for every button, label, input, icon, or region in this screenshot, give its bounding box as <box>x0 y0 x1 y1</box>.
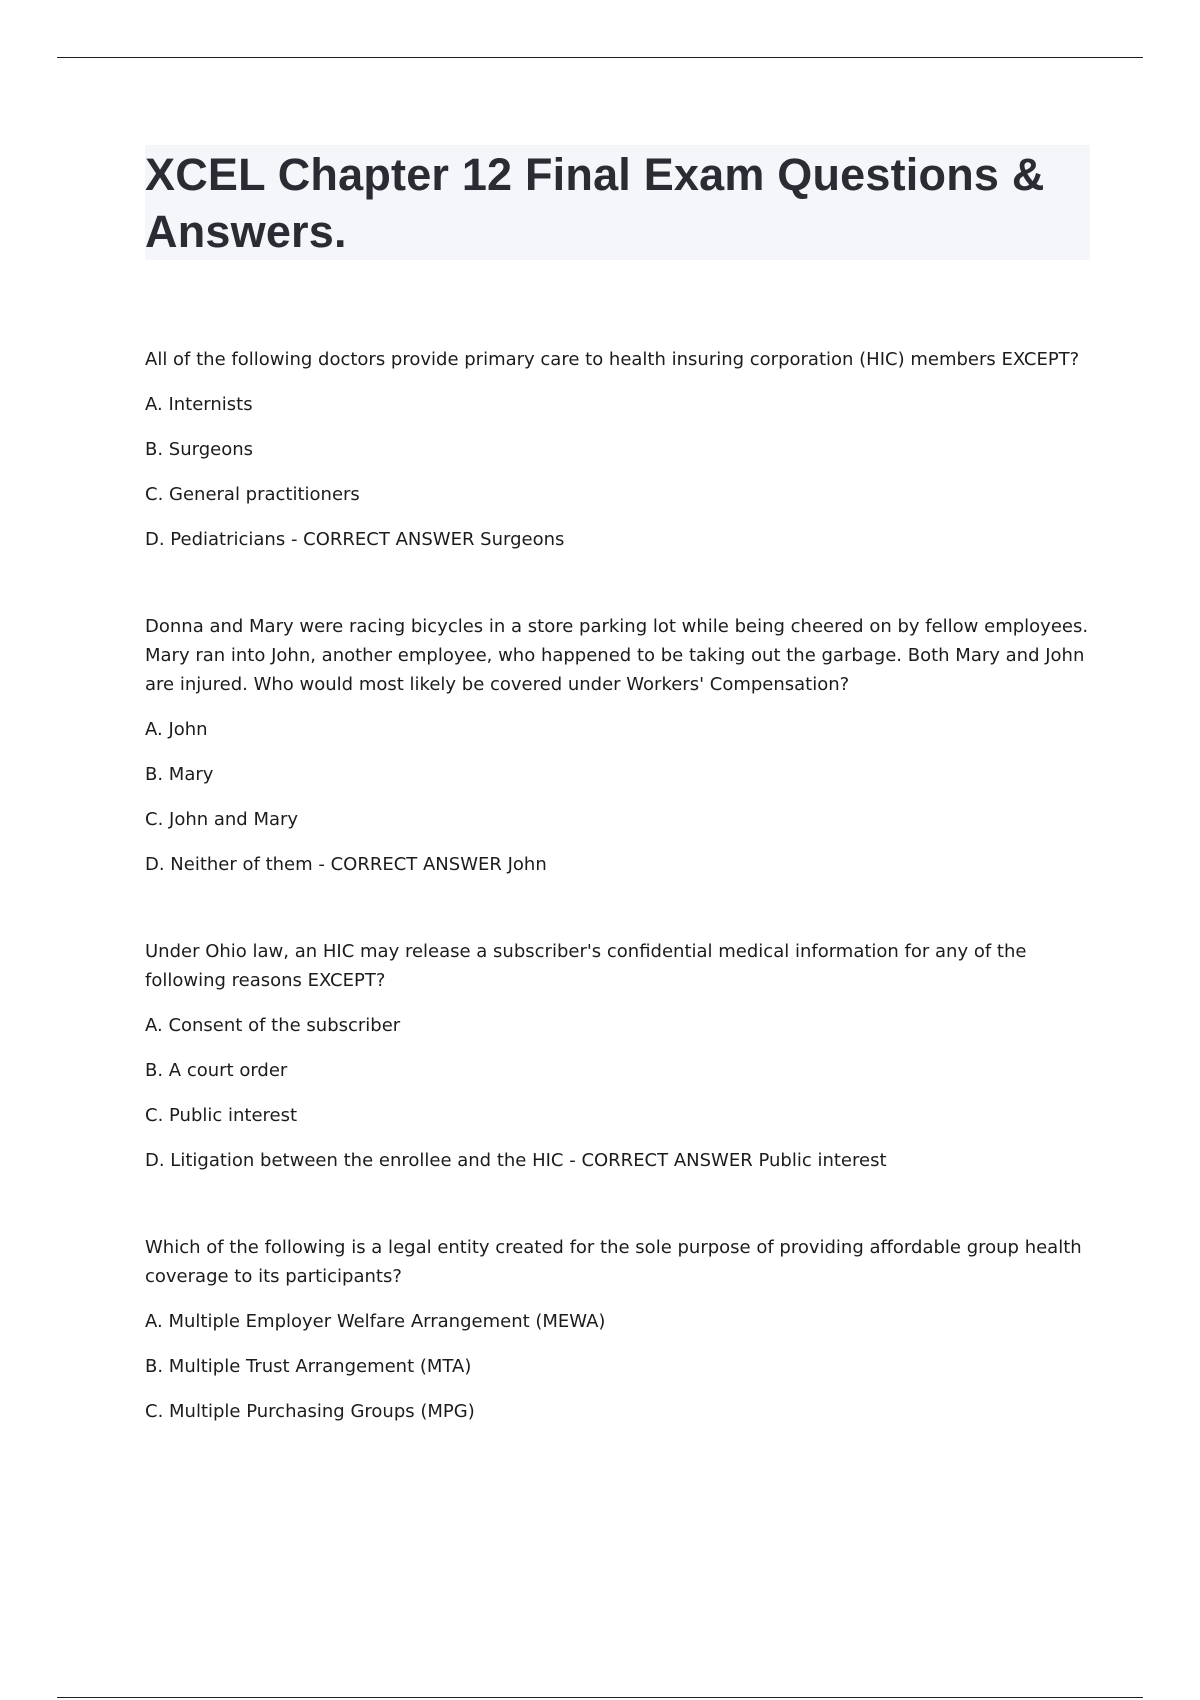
bottom-divider <box>57 1697 1143 1698</box>
question-text: Which of the following is a legal entity created for the sole purpose of providing affordable group health coverage to its participants? <box>145 1237 1082 1287</box>
question-text: Donna and Mary were racing bicycles in a store parking lot while being cheered on by fellow employees. Mary ran into John, another employee, who happened to be taking out the garbage. Both Mary and John are injured. Who would most likely be covered under Workers' Compensation? <box>145 616 1089 695</box>
question-block-4 <box>145 1233 1090 1426</box>
answer-option: C. Public interest <box>145 1105 298 1126</box>
question-block-3 <box>145 937 1090 1175</box>
answer-option: B. A court order <box>145 1060 288 1081</box>
answer-option: A. Multiple Employer Welfare Arrangement (MEWA) <box>145 1311 606 1332</box>
answer-option: C. Multiple Purchasing Groups (MPG) <box>145 1401 475 1422</box>
answer-option: B. Surgeons <box>145 439 254 460</box>
answer-option: C. General practitioners <box>145 484 360 505</box>
answer-option: A. Consent of the subscriber <box>145 1015 401 1036</box>
question-block-2 <box>145 612 1090 879</box>
answer-option: D. Litigation between the enrollee and the HIC - CORRECT ANSWER Public interest <box>145 1150 887 1171</box>
question-text: Under Ohio law, an HIC may release a subscriber's confidential medical information for any of the following reasons EXCEPT? <box>145 941 1027 991</box>
answer-option: B. Mary <box>145 764 214 785</box>
answer-option: B. Multiple Trust Arrangement (MTA) <box>145 1356 472 1377</box>
question-block-1 <box>145 345 1090 554</box>
answer-option: A. Internists <box>145 394 253 415</box>
title-block <box>145 145 1090 260</box>
answer-option: C. John and Mary <box>145 809 299 830</box>
answer-option: D. Pediatricians - CORRECT ANSWER Surgeons <box>145 529 565 550</box>
questions-section <box>145 345 1090 1484</box>
question-text: All of the following doctors provide primary care to health insuring corporation (HIC) members EXCEPT? <box>145 349 1080 370</box>
answer-option: D. Neither of them - CORRECT ANSWER John <box>145 854 547 875</box>
document-title: XCEL Chapter 12 Final Exam Questions & Answers. <box>145 149 1045 257</box>
answer-option: A. John <box>145 719 208 740</box>
top-divider <box>57 57 1143 58</box>
